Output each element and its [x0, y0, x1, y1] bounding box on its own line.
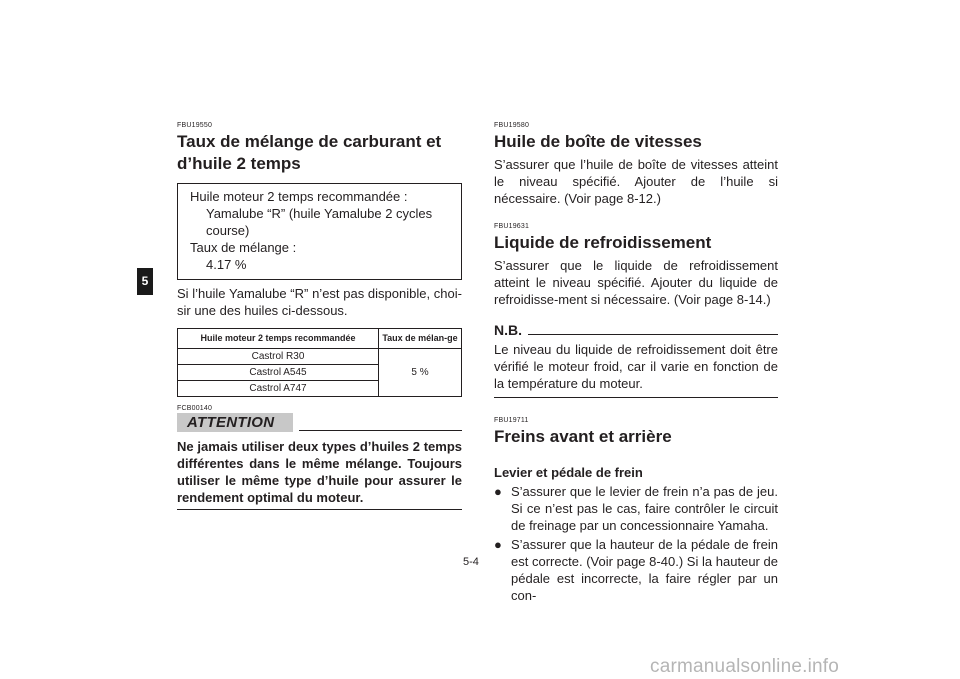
- list-item: [494, 483, 778, 534]
- section-title-coolant: Liquide de refroidissement: [494, 233, 712, 252]
- oil-table: [177, 328, 462, 397]
- attention-rule: [299, 430, 462, 431]
- section-code: FBU19550: [177, 122, 213, 129]
- paragraph: Si l’huile Yamalube “R” n’est pas disponible, choi-sir une des huiles ci-dessous.: [177, 286, 462, 318]
- bullet-list: [494, 483, 778, 604]
- table-row: [178, 349, 462, 365]
- attention-label: ATTENTION: [177, 413, 293, 432]
- attention-code: FCB00140: [177, 405, 213, 412]
- table-cell-oil: Castrol A747: [178, 381, 379, 397]
- left-column: [177, 122, 462, 510]
- section-code: FBU19711: [494, 417, 529, 424]
- section-code: FBU19580: [494, 122, 530, 129]
- spec-line: Taux de mélange :: [190, 240, 297, 255]
- section-code: FBU19631: [494, 223, 530, 230]
- table-header-row: [178, 329, 462, 349]
- section-title-brakes: Freins avant et arrière: [494, 427, 672, 446]
- subsection-title: Levier et pédale de frein: [494, 465, 643, 480]
- table-cell-mix: 5 %: [379, 349, 462, 397]
- attention-block: [177, 405, 462, 510]
- spec-box: [177, 183, 462, 280]
- list-item-text: S’assurer que le levier de frein n’a pas de jeu. Si ce n’est pas le cas, faire contrôler le circuit de freinage par un concessionnaire Yamaha.: [511, 484, 778, 533]
- attention-header: [177, 413, 462, 432]
- table-header-oil: Huile moteur 2 temps recommandée: [178, 329, 379, 349]
- note-header: [494, 322, 778, 338]
- right-column: [494, 122, 778, 606]
- table-header-mix: Taux de mélan-ge: [379, 329, 462, 349]
- spec-line: Huile moteur 2 temps recommandée :: [190, 189, 408, 204]
- chapter-tab: 5: [137, 268, 153, 295]
- spec-line: Yamalube “R” (huile Yamalube 2 cycles course): [206, 206, 433, 238]
- section-title-gearbox-oil: Huile de boîte de vitesses: [494, 132, 702, 151]
- watermark: carmanualsonline.info: [650, 656, 840, 677]
- paragraph: S’assurer que le liquide de refroidissement atteint le niveau spécifié. Ajouter du liquide de refroidisse-ment si nécessaire. (Voir page 8-14.): [494, 258, 778, 307]
- page-number: 5-4: [463, 556, 479, 568]
- attention-text: Ne jamais utiliser deux types d’huiles 2 temps différentes dans le même mélange. Toujours utiliser le même type d’huile pour assurer le rendement optimal du moteur.: [177, 438, 462, 510]
- note-rule: [528, 334, 778, 335]
- bullet-icon: ●: [494, 537, 502, 552]
- section-title-fuel-oil-mix: Taux de mélange de carburant et d’huile 2 temps: [177, 132, 442, 173]
- note-label: N.B.: [494, 322, 522, 338]
- bullet-icon: ●: [494, 484, 502, 499]
- table-cell-oil: Castrol A545: [178, 365, 379, 381]
- list-item-text: S’assurer que la hauteur de la pédale de frein est correcte. (Voir page 8-40.) Si la hauteur de pédale est incorrecte, la faire régler par un con-: [511, 537, 778, 603]
- note-text: Le niveau du liquide de refroidissement doit être vérifié le moteur froid, car il varie en fonction de la température du moteur.: [494, 341, 778, 398]
- list-item: [494, 536, 778, 604]
- spec-line: 4.17 %: [206, 257, 247, 272]
- paragraph: S’assurer que l’huile de boîte de vitesses atteint le niveau spécifié. Ajouter de l’huile si nécessaire. (Voir page 8-12.): [494, 157, 778, 206]
- table-cell-oil: Castrol R30: [178, 349, 379, 365]
